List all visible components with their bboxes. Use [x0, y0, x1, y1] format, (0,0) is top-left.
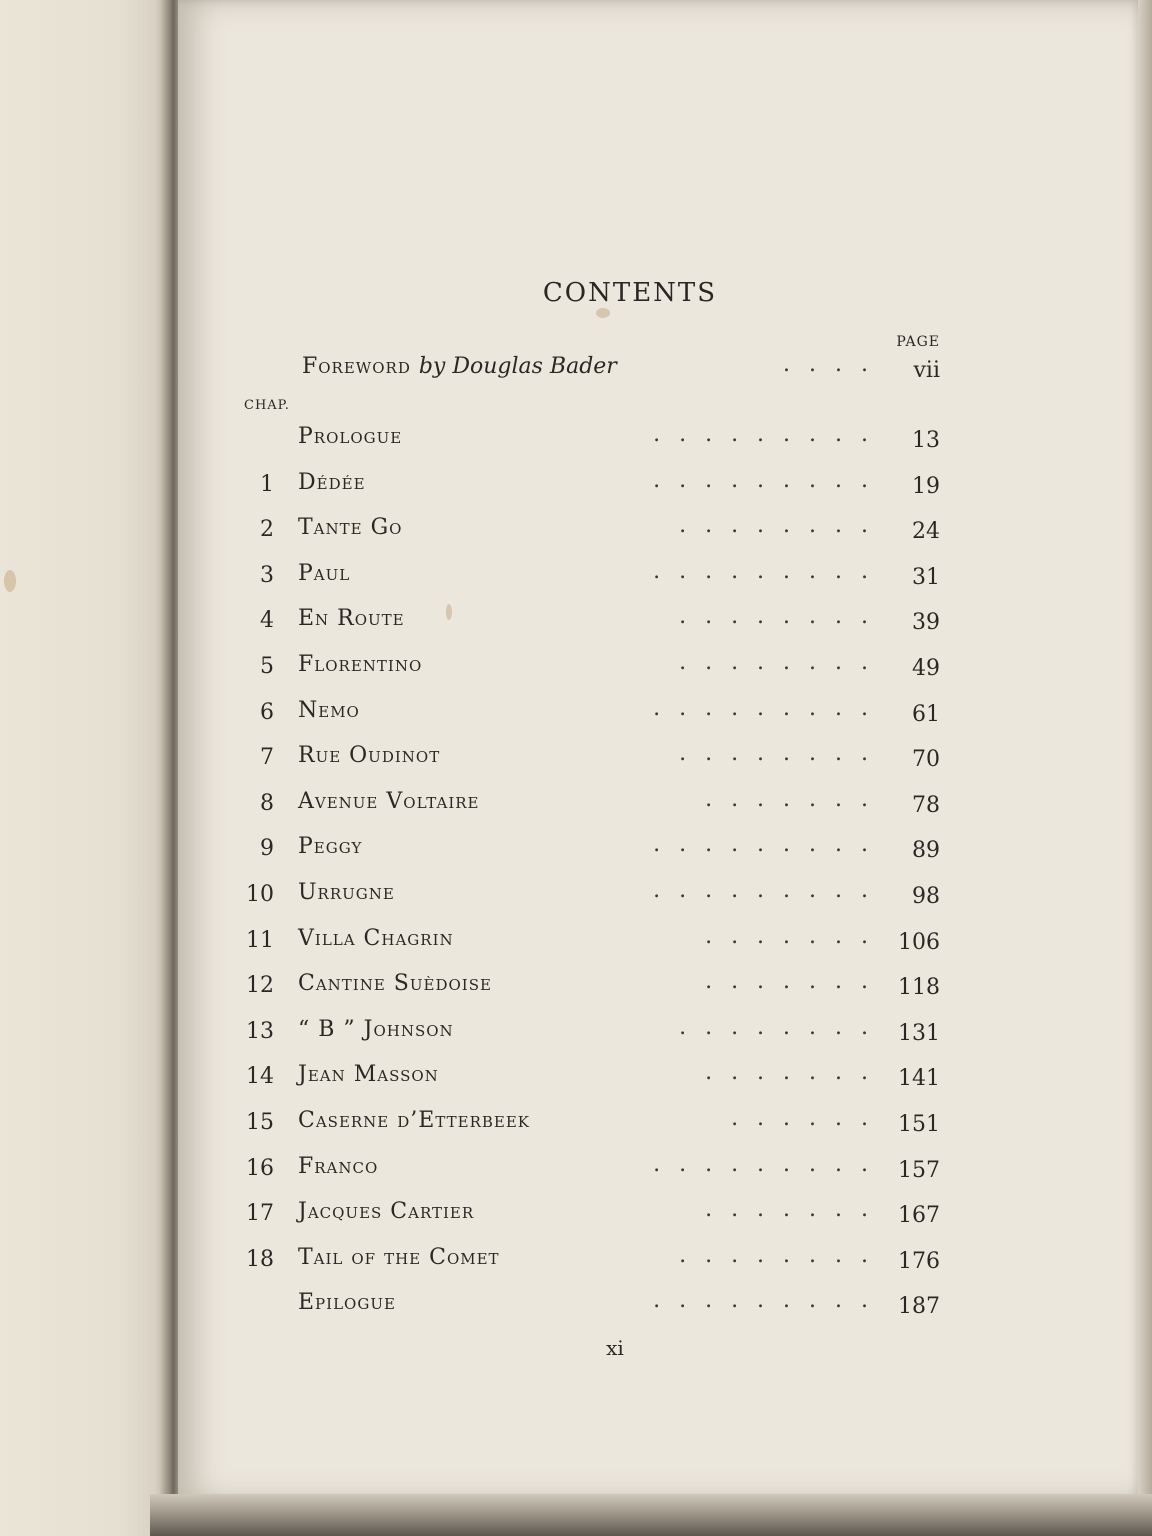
chapter-number: 12 [246, 973, 274, 999]
chapter-title: Tail of the Comet [298, 1244, 500, 1270]
toc-entry [230, 694, 940, 734]
dot-leader: . . . . . . . . . [653, 467, 874, 493]
dot-leader: . . . . . . . . . [653, 1151, 874, 1177]
chapter-page: 118 [898, 975, 940, 1001]
chapter-number: 10 [246, 882, 274, 907]
chapter-page: 151 [898, 1112, 940, 1137]
foxing-spot [4, 570, 16, 592]
chapter-title: Peggy [298, 834, 363, 860]
chapter-page: 167 [898, 1203, 940, 1229]
dot-leader: . . . . . . . [705, 923, 874, 949]
toc-entry [230, 557, 940, 597]
chapter-page: 89 [912, 838, 940, 864]
dot-leader: . . . . . . . . [679, 513, 874, 539]
chapter-page: 31 [912, 564, 940, 590]
chapter-title: Florentino [298, 652, 423, 677]
chapter-page: 61 [912, 701, 940, 727]
chapter-page: 70 [912, 747, 940, 773]
dot-leader: . . . . . . . . . [653, 558, 874, 584]
chapter-page: 78 [912, 792, 940, 818]
dot-leader: . . . . . . . [705, 1197, 874, 1223]
chapter-page: 106 [898, 929, 940, 955]
chapter-number: 7 [260, 745, 274, 771]
page-edge [1138, 0, 1152, 1536]
chapter-number: 15 [246, 1110, 274, 1135]
dot-leader: . . . . . . . . . [653, 695, 874, 721]
toc-entry [230, 602, 940, 642]
chapter-number: 17 [246, 1201, 274, 1227]
dot-leader: . . . . . . . . . [653, 832, 874, 858]
chapter-title: Tante Go [298, 515, 403, 541]
dot-leader: . . . . [783, 352, 874, 377]
entry-page: vii [913, 358, 940, 383]
chapter-title: Avenue Voltaire [298, 788, 480, 814]
chapter-number: 9 [260, 836, 274, 862]
chapter-title: Cantine Suèdoise [298, 971, 492, 997]
toc-entry [230, 420, 940, 460]
toc-entry [230, 511, 940, 551]
chapter-title: Jean Masson [298, 1062, 439, 1088]
chapter-title: Urrugne [298, 880, 395, 905]
dot-leader: . . . . . . . . [679, 1014, 874, 1040]
chapter-title: Villa Chagrin [298, 925, 454, 951]
toc-entry [230, 1150, 940, 1190]
chapter-title: “ B ” Johnson [298, 1016, 454, 1042]
toc-entry [230, 967, 940, 1007]
toc-entry [230, 1241, 940, 1281]
dot-leader: . . . . . . . . . [653, 1288, 874, 1314]
chapter-number: 13 [246, 1018, 274, 1044]
toc-entry [230, 1195, 940, 1235]
chapter-page: 141 [898, 1066, 940, 1092]
chapter-number: 3 [260, 562, 274, 588]
toc-entry [230, 1286, 940, 1326]
toc-entry [230, 785, 940, 825]
page-number: xi [606, 1336, 624, 1360]
chapter-title: Paul [298, 560, 351, 586]
dot-leader: . . . . . . . . . [653, 878, 874, 903]
chapter-title: Nemo [298, 697, 360, 723]
page-title: CONTENTS [542, 278, 718, 308]
chapter-page: 24 [912, 519, 940, 545]
chapter-title: En Route [298, 606, 405, 632]
toc-entry [230, 648, 940, 688]
dot-leader: . . . . . . . . [679, 604, 874, 630]
chapter-title: Caserne d’Etterbeek [298, 1108, 530, 1133]
entry-title: Foreword by Douglas Bader [302, 354, 617, 379]
chapter-title: Jacques Cartier [298, 1199, 475, 1225]
chapter-page: 157 [898, 1157, 940, 1183]
chapter-number: 6 [260, 699, 274, 725]
dot-leader: . . . . . . . . [679, 1242, 874, 1268]
toc-entry [230, 739, 940, 779]
chapter-page: 19 [912, 473, 940, 499]
left-page [0, 0, 168, 1536]
book-bottom-edge [150, 1494, 1152, 1536]
toc-entry [230, 922, 940, 962]
chapter-page: 176 [898, 1248, 940, 1274]
chapter-page: 49 [912, 656, 940, 681]
chapter-number: 18 [246, 1246, 274, 1272]
toc-entry [230, 1058, 940, 1098]
chapter-number: 8 [260, 790, 274, 816]
toc-entry [230, 466, 940, 506]
chapter-column-heading: CHAP. [244, 398, 290, 413]
toc-entry-foreword [230, 350, 940, 390]
chapter-title: Rue Oudinot [298, 743, 441, 769]
dot-leader: . . . . . . . [705, 786, 874, 812]
chapter-page: 13 [912, 428, 940, 453]
chapter-number: 4 [260, 608, 274, 634]
dot-leader: . . . . . . [731, 1106, 874, 1131]
chapter-number: 14 [246, 1064, 274, 1090]
chapter-page: 131 [898, 1020, 940, 1046]
page-column-heading: PAGE [896, 334, 940, 350]
toc-entry [230, 1104, 940, 1144]
toc-entry [230, 876, 940, 916]
chapter-page: 98 [912, 884, 940, 909]
chapter-number: 1 [260, 471, 274, 497]
chapter-page: 39 [912, 610, 940, 636]
chapter-number: 16 [246, 1155, 274, 1181]
chapter-number: 11 [246, 927, 274, 953]
dot-leader: . . . . . . . . . [653, 422, 874, 447]
chapter-title: Prologue [298, 424, 403, 449]
toc-entry [230, 1013, 940, 1053]
chapter-page: 187 [898, 1294, 940, 1320]
chapter-title: Dédée [298, 469, 366, 495]
chapter-title: Epilogue [298, 1290, 396, 1316]
dot-leader: . . . . . . . [705, 1060, 874, 1086]
dot-leader: . . . . . . . [705, 969, 874, 995]
dot-leader: . . . . . . . . [679, 741, 874, 767]
foxing-spot [596, 308, 610, 318]
chapter-number: 2 [260, 517, 274, 543]
chapter-title: Franco [298, 1153, 379, 1179]
dot-leader: . . . . . . . . [679, 650, 874, 675]
chapter-number: 5 [260, 654, 274, 679]
toc-entry [230, 830, 940, 870]
